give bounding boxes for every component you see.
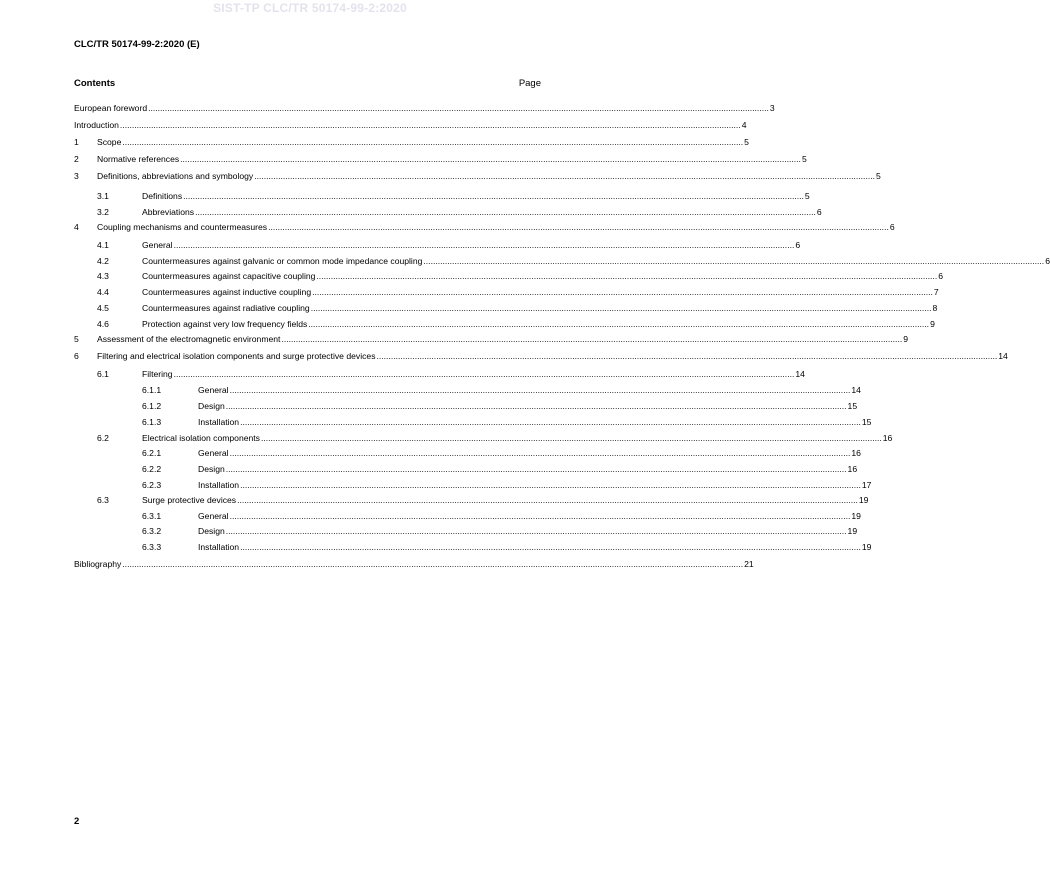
toc-entry[interactable] [74,350,1008,363]
toc-entry-title: Bibliography [74,559,122,569]
toc-dot-leader: .................................................................................................................................................................................................................................................................... [308,319,930,329]
toc-entry[interactable] [74,119,747,132]
toc-dot-leader: .................................................................................................................................................................................................................................................................... [310,303,932,313]
toc-entry-title: Design [198,401,225,411]
toc-dot-leader: .................................................................................................................................................................................................................................................................... [225,401,847,411]
document-id: CLC/TR 50174-99-2:2020 (E) [74,39,200,50]
toc-entry-page: 3 [769,103,775,113]
toc-entry-page: 14 [851,385,861,395]
toc-entry-number: 6.3.2 [142,526,162,536]
toc-entry-page: 6 [816,207,822,217]
toc-dot-leader: .................................................................................................................................................................................................................................................................... [316,271,938,281]
toc-entry-number: 4.1 [97,240,109,250]
toc-entry[interactable] [74,190,810,203]
toc-dot-leader: .................................................................................................................................................................................................................................................................... [240,542,861,552]
toc-entry-number: 6.3.1 [142,511,162,521]
toc-entry-page: 15 [847,401,858,411]
toc-entry[interactable] [74,270,943,283]
contents-heading: Contents [74,78,116,89]
toc-dot-leader: .................................................................................................................................................................................................................................................................... [225,464,847,474]
toc-entry[interactable] [74,170,881,183]
toc-entry-title: General [198,511,229,521]
toc-dot-leader: .................................................................................................................................................................................................................................................................... [260,433,882,443]
toc-entry-page: 14 [998,351,1008,361]
toc-entry-page: 16 [882,433,893,443]
toc-entry-title: Filtering and electrical isolation components and surge protective devices [97,351,376,361]
toc-entry[interactable] [74,400,858,413]
toc-entry-title: General [142,240,173,250]
toc-dot-leader: .................................................................................................................................................................................................................................................................... [225,526,847,536]
toc-entry-title: Abbreviations [142,207,195,217]
toc-entry-number: 6.3 [97,495,109,505]
toc-dot-leader: .................................................................................................................................................................................................................................................................... [281,334,903,344]
toc-entry[interactable] [74,206,822,219]
toc-entry-title: Surge protective devices [142,495,237,505]
toc-entry-page: 15 [861,417,872,427]
toc-entry-number: 6.2 [97,433,109,443]
toc-entry-title: Design [198,526,225,536]
toc-entry-title: Installation [198,417,240,427]
toc-dot-leader: .................................................................................................................................................................................................................................................................... [180,154,801,164]
toc-entry[interactable] [74,136,749,149]
toc-dot-leader: .................................................................................................................................................................................................................................................................... [183,191,804,201]
toc-entry-page: 19 [861,542,872,552]
toc-entry-number: 4.3 [97,271,109,281]
toc-entry-page: 21 [744,559,754,569]
toc-entry-page: 6 [889,222,895,232]
toc-entry-page: 4 [741,120,747,130]
toc-entry-number: 6.1.1 [142,385,162,395]
toc-dot-leader: .................................................................................................................................................................................................................................................................... [312,287,933,297]
toc-entry[interactable] [74,153,807,166]
toc-entry-page: 5 [804,191,810,201]
toc-entry-page: 9 [930,319,935,329]
toc-dot-leader: .................................................................................................................................................................................................................................................................... [254,171,875,181]
toc-entry-number: 6.2.3 [142,480,162,490]
toc-entry-title: Filtering [142,369,173,379]
toc-entry-number: 6.1 [97,369,109,379]
page-column-heading: Page [518,78,541,89]
toc-entry-number: 2 [74,154,79,164]
toc-entry-page: 19 [858,495,869,505]
toc-entry-title: Electrical isolation components [142,433,260,443]
toc-entry-title: Introduction [74,120,119,130]
toc-entry[interactable] [74,447,861,460]
toc-entry-page: 6 [795,240,801,250]
toc-entry-number: 6.3.3 [142,542,162,552]
toc-dot-leader: .................................................................................................................................................................................................................................................................... [240,417,861,427]
toc-entry[interactable] [74,239,801,252]
toc-entry[interactable] [74,494,869,507]
toc-entry[interactable] [74,510,861,523]
toc-entry-page: 8 [932,303,938,313]
toc-entry-page: 19 [851,511,861,521]
toc-dot-leader: .................................................................................................................................................................................................................................................................... [423,256,1045,266]
toc-entry-title: Normative references [97,154,180,164]
toc-entry-number: 3.2 [97,207,109,217]
toc-entry-title: Countermeasures against radiative coupling [142,303,310,313]
toc-entry[interactable] [74,525,858,538]
toc-entry-title: Installation [198,480,240,490]
toc-entry-number: 6.2.2 [142,464,162,474]
footer-page-number: 2 [74,816,80,827]
toc-entry-title: Protection against very low frequency fields [142,319,308,329]
toc-entry-page: 19 [847,526,858,536]
toc-entry-title: Coupling mechanisms and countermeasures [97,222,268,232]
toc-entry[interactable] [74,479,872,492]
toc-entry[interactable] [74,463,858,476]
toc-entry-number: 3 [74,171,79,181]
toc-entry-number: 4.2 [97,256,109,266]
toc-entry-page: 7 [933,287,939,297]
toc-entry-page: 16 [851,448,861,458]
toc-entry-number: 6.2.1 [142,448,162,458]
toc-entry-title: Countermeasures against inductive coupling [142,287,312,297]
toc-entry-page: 6 [1045,256,1050,266]
toc-entry[interactable] [74,333,908,346]
toc-entry-page: 16 [847,464,858,474]
toc-entry[interactable] [74,221,895,234]
toc-entry-title: Countermeasures against galvanic or common mode impedance coupling [142,256,423,266]
toc-dot-leader: .................................................................................................................................................................................................................................................................... [119,120,741,130]
toc-entry[interactable] [74,302,938,315]
toc-entry-number: 4.4 [97,287,109,297]
toc-entry[interactable] [74,102,775,115]
watermark: SIST-TP CLC/TR 50174-99-2:2020 [213,1,407,15]
toc-entry-title: Design [198,464,225,474]
toc-entry-title: Assessment of the electromagnetic environment [97,334,281,344]
toc-dot-leader: .................................................................................................................................................................................................................................................................... [240,480,861,490]
toc-entry-page: 9 [903,334,908,344]
toc-entry-title: Scope [97,137,122,147]
toc-dot-leader: .................................................................................................................................................................................................................................................................... [173,369,795,379]
toc-entry-title: Definitions, abbreviations and symbology [97,171,254,181]
toc-entry-title: General [198,448,229,458]
toc-entry[interactable] [74,255,1050,268]
toc-entry-title: General [198,385,229,395]
toc-entry[interactable] [74,541,872,554]
toc-entry-title: Installation [198,542,240,552]
toc-entry[interactable] [74,384,861,397]
toc-entry[interactable] [74,432,893,445]
toc-dot-leader: .................................................................................................................................................................................................................................................................... [229,385,851,395]
toc-entry-page: 5 [744,137,749,147]
toc-entry-number: 6.1.2 [142,401,162,411]
toc-entry-number: 6 [74,351,79,361]
toc-entry-page: 5 [801,154,807,164]
toc-entry-page: 14 [795,369,805,379]
toc-entry-number: 4 [74,222,79,232]
toc-entry-title: Countermeasures against capacitive coupling [142,271,316,281]
toc-entry-number: 5 [74,334,79,344]
toc-entry[interactable] [74,368,805,381]
toc-entry-title: Definitions [142,191,183,201]
toc-entry-number: 6.1.3 [142,417,162,427]
toc-entry[interactable] [74,558,754,571]
toc-entry[interactable] [74,286,939,299]
toc-entry[interactable] [74,318,935,331]
toc-dot-leader: .................................................................................................................................................................................................................................................................... [229,448,851,458]
toc-entry-number: 3.1 [97,191,109,201]
toc-entry-title: European foreword [74,103,148,113]
toc-entry-page: 6 [938,271,943,281]
toc-entry-number: 4.6 [97,319,109,329]
toc-dot-leader: .................................................................................................................................................................................................................................................................... [148,103,769,113]
toc-entry-page: 17 [861,480,872,490]
toc-entry-page: 5 [876,171,881,181]
toc-entry-number: 4.5 [97,303,109,313]
toc-dot-leader: .................................................................................................................................................................................................................................................................... [122,137,744,147]
toc-dot-leader: .................................................................................................................................................................................................................................................................... [195,207,816,217]
toc-dot-leader: .................................................................................................................................................................................................................................................................... [122,559,744,569]
toc-dot-leader: .................................................................................................................................................................................................................................................................... [173,240,795,250]
toc-entry-number: 1 [74,137,79,147]
toc-dot-leader: .................................................................................................................................................................................................................................................................... [229,511,851,521]
toc-dot-leader: .................................................................................................................................................................................................................................................................... [268,222,889,232]
toc-entry[interactable] [74,416,872,429]
toc-dot-leader: .................................................................................................................................................................................................................................................................... [376,351,998,361]
toc-dot-leader: .................................................................................................................................................................................................................................................................... [237,495,858,505]
